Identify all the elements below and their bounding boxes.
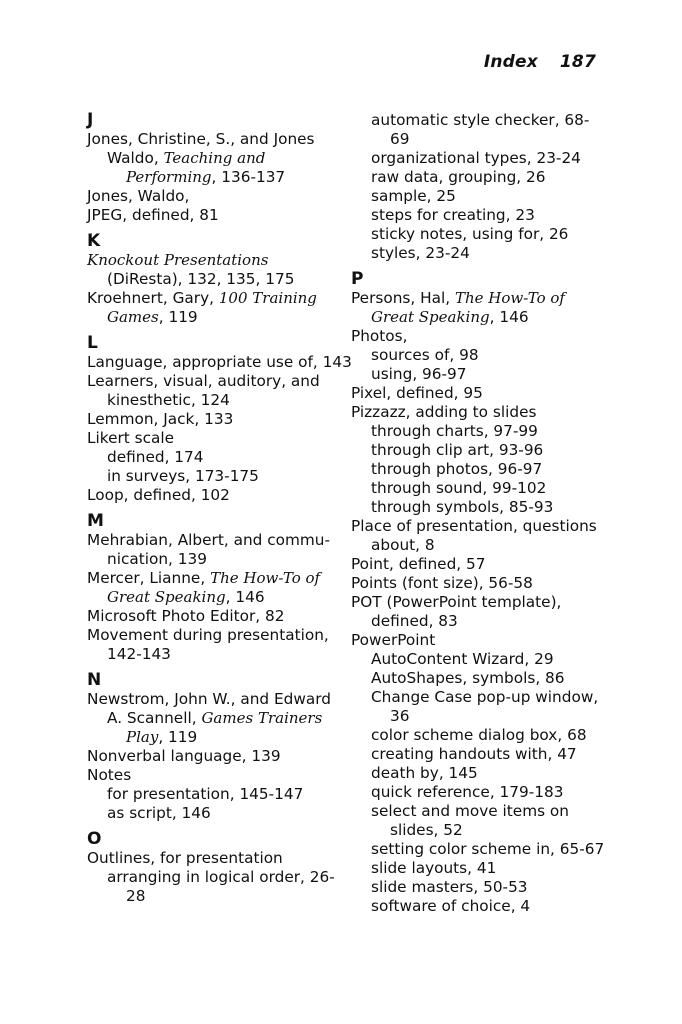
index-subentry [351, 745, 611, 764]
index-text: automatic style checker, 68- [371, 111, 590, 129]
index-title-italic: The How-To of [454, 289, 565, 307]
index-subentry [351, 726, 611, 745]
index-text: Learners, visual, auditory, and [87, 372, 320, 390]
index-text: , 146 [489, 308, 529, 326]
index-title-italic: Knockout Presentations [87, 251, 269, 269]
index-title-italic: Play [126, 728, 159, 746]
index-entry-continuation [87, 270, 337, 289]
index-text: raw data, grouping, 26 [371, 168, 546, 186]
index-subentry [351, 669, 611, 688]
index-text: setting color scheme in, 65-67 [371, 840, 605, 858]
index-entry [351, 403, 611, 422]
index-subentry [351, 460, 611, 479]
index-text: A. Scannell, [107, 709, 202, 727]
index-entry [351, 289, 611, 308]
index-subentry [351, 650, 611, 669]
index-subentry [87, 868, 337, 887]
index-entry [87, 607, 337, 626]
index-text: Movement during presentation, [87, 626, 329, 644]
index-section-letter [87, 333, 337, 353]
index-entry [87, 130, 337, 149]
index-subentry [351, 897, 611, 916]
index-text: slide masters, 50-53 [371, 878, 528, 896]
index-text: , 119 [158, 728, 198, 746]
index-entry [87, 747, 337, 766]
index-subentry [351, 225, 611, 244]
index-text: (DiResta), 132, 135, 175 [107, 270, 295, 288]
index-entry-continuation [87, 308, 337, 327]
index-text: Pizzazz, adding to slides [351, 403, 537, 421]
index-entry-continuation [87, 645, 337, 664]
index-subentry [351, 802, 611, 821]
index-entry [87, 569, 337, 588]
index-entry-continuation [87, 391, 337, 410]
index-entry [87, 372, 337, 391]
index-text: L [87, 333, 98, 353]
index-text: M [87, 511, 104, 531]
index-text: PowerPoint [351, 631, 436, 649]
index-text: nication, 139 [107, 550, 207, 568]
index-text: kinesthetic, 124 [107, 391, 230, 409]
index-section-letter [87, 231, 337, 251]
index-entry [87, 187, 337, 206]
index-section-letter [87, 829, 337, 849]
index-entry-continuation [87, 728, 337, 747]
index-title-italic: Games [107, 308, 159, 326]
index-text: Loop, defined, 102 [87, 486, 230, 504]
index-text: defined, 83 [371, 612, 458, 630]
index-subentry [351, 783, 611, 802]
index-text: through photos, 96-97 [371, 460, 543, 478]
index-text: color scheme dialog box, 68 [371, 726, 587, 744]
index-text: using, 96-97 [371, 365, 467, 383]
index-subentry [351, 878, 611, 897]
index-entry [87, 626, 337, 645]
index-entry-continuation [87, 550, 337, 569]
index-subentry [87, 448, 337, 467]
index-text: , 119 [158, 308, 198, 326]
index-text: N [87, 670, 102, 690]
index-text: , 136-137 [211, 168, 286, 186]
index-text: through symbols, 85-93 [371, 498, 554, 516]
index-title-italic: The How-To of [210, 569, 321, 587]
index-text: sticky notes, using for, 26 [371, 225, 569, 243]
index-entry [87, 429, 337, 448]
index-entry [87, 289, 337, 308]
index-text: 142-143 [107, 645, 171, 663]
index-text: Pixel, defined, 95 [351, 384, 483, 402]
index-text: for presentation, 145-147 [107, 785, 304, 803]
index-text: Points (font size), 56-58 [351, 574, 533, 592]
page-number: 187 [559, 52, 596, 72]
index-title-italic: Great Speaking [371, 308, 490, 326]
index-section-letter [351, 269, 611, 289]
index-text: POT (PowerPoint template), [351, 593, 562, 611]
index-subentry [351, 707, 611, 726]
index-entry [87, 410, 337, 429]
index-entry-continuation [351, 308, 611, 327]
index-text: through charts, 97-99 [371, 422, 538, 440]
index-text: Likert scale [87, 429, 175, 447]
index-text: , 146 [225, 588, 265, 606]
index-entry [351, 384, 611, 403]
index-subentry [87, 804, 337, 823]
index-entry-continuation [87, 149, 337, 168]
index-text: Jones, Waldo, [87, 187, 190, 205]
index-text: AutoShapes, symbols, 86 [371, 669, 565, 687]
index-text: software of choice, 4 [371, 897, 531, 915]
index-subentry [351, 168, 611, 187]
index-entry [351, 327, 611, 346]
index-section-letter [87, 110, 337, 130]
index-subentry [351, 688, 611, 707]
index-subentry [351, 365, 611, 384]
index-entry [87, 766, 337, 785]
index-entry-continuation [351, 536, 611, 555]
index-text: 36 [390, 707, 410, 725]
index-text: slide layouts, 41 [371, 859, 497, 877]
index-text: Microsoft Photo Editor, 82 [87, 607, 285, 625]
index-text: defined, 174 [107, 448, 204, 466]
index-text: O [87, 829, 102, 849]
index-subentry [351, 244, 611, 263]
index-entry-continuation [87, 709, 337, 728]
index-text: Persons, Hal, [351, 289, 455, 307]
index-text: through clip art, 93-96 [371, 441, 544, 459]
index-text: as script, 146 [107, 804, 211, 822]
index-title-italic: Great Speaking [107, 588, 226, 606]
index-title-italic: Games Trainers [201, 709, 323, 727]
index-entry [87, 849, 337, 868]
index-text: through sound, 99-102 [371, 479, 547, 497]
index-title-italic: Performing [126, 168, 212, 186]
index-subentry [87, 467, 337, 486]
index-section-letter [87, 670, 337, 690]
index-text: arranging in logical order, 26- [107, 868, 335, 886]
index-subentry [351, 821, 611, 840]
index-text: death by, 145 [371, 764, 478, 782]
running-head-title: Index [483, 52, 538, 72]
index-text: slides, 52 [390, 821, 463, 839]
index-subentry [351, 346, 611, 365]
index-section-letter [87, 511, 337, 531]
index-text: Mercer, Lianne, [87, 569, 211, 587]
index-title-italic: 100 Training [218, 289, 317, 307]
index-text: styles, 23-24 [371, 244, 470, 262]
index-subentry [351, 422, 611, 441]
index-text: Lemmon, Jack, 133 [87, 410, 234, 428]
index-text: 69 [390, 130, 410, 148]
index-text: K [87, 231, 101, 251]
index-text: Change Case pop-up window, [371, 688, 599, 706]
index-entry [351, 555, 611, 574]
index-subentry [351, 130, 611, 149]
index-subentry [351, 206, 611, 225]
index-subentry [351, 441, 611, 460]
index-subentry [87, 785, 337, 804]
index-text: Newstrom, John W., and Edward [87, 690, 331, 708]
index-column-right [351, 111, 611, 916]
index-entry [87, 251, 337, 270]
index-subentry [351, 840, 611, 859]
index-subentry [351, 498, 611, 517]
index-subentry [351, 149, 611, 168]
index-subentry [351, 764, 611, 783]
index-text: Nonverbal language, 139 [87, 747, 281, 765]
index-subentry [351, 111, 611, 130]
index-subentry [351, 187, 611, 206]
index-text: J [87, 110, 94, 130]
index-entry [351, 517, 611, 536]
index-text: Mehrabian, Albert, and commu- [87, 531, 330, 549]
index-text: AutoContent Wizard, 29 [371, 650, 554, 668]
index-text: creating handouts with, 47 [371, 745, 577, 763]
index-text: sample, 25 [371, 187, 456, 205]
index-text: quick reference, 179-183 [371, 783, 564, 801]
index-subentry [351, 479, 611, 498]
index-text: Kroehnert, Gary, [87, 289, 219, 307]
index-text: Place of presentation, questions [351, 517, 597, 535]
index-column-left [87, 110, 352, 906]
index-entry [87, 531, 337, 550]
index-subentry [87, 887, 337, 906]
index-text: Jones, Christine, S., and Jones [87, 130, 315, 148]
index-text: Photos, [351, 327, 408, 345]
running-head [484, 52, 596, 72]
index-text: sources of, 98 [371, 346, 479, 364]
index-subentry [351, 859, 611, 878]
index-title-italic: Teaching and [163, 149, 266, 167]
index-entry-continuation [351, 612, 611, 631]
index-text: steps for creating, 23 [371, 206, 535, 224]
index-entry-continuation [87, 588, 337, 607]
index-text: Notes [87, 766, 132, 784]
index-entry [87, 486, 337, 505]
index-entry [351, 593, 611, 612]
index-entry [87, 353, 352, 372]
index-entry [351, 574, 611, 593]
index-entry-continuation [87, 168, 337, 187]
index-text: Waldo, [107, 149, 164, 167]
index-text: JPEG, defined, 81 [87, 206, 219, 224]
index-text: select and move items on [371, 802, 569, 820]
index-text: Outlines, for presentation [87, 849, 283, 867]
index-text: organizational types, 23-24 [371, 149, 581, 167]
index-text: Language, appropriate use of, 143 [87, 353, 352, 371]
index-text: about, 8 [371, 536, 435, 554]
index-entry [351, 631, 611, 650]
index-text: Point, defined, 57 [351, 555, 486, 573]
index-text: P [351, 269, 364, 289]
index-entry [87, 206, 337, 225]
index-text: 28 [126, 887, 146, 905]
index-entry [87, 690, 337, 709]
index-text: in surveys, 173-175 [107, 467, 259, 485]
